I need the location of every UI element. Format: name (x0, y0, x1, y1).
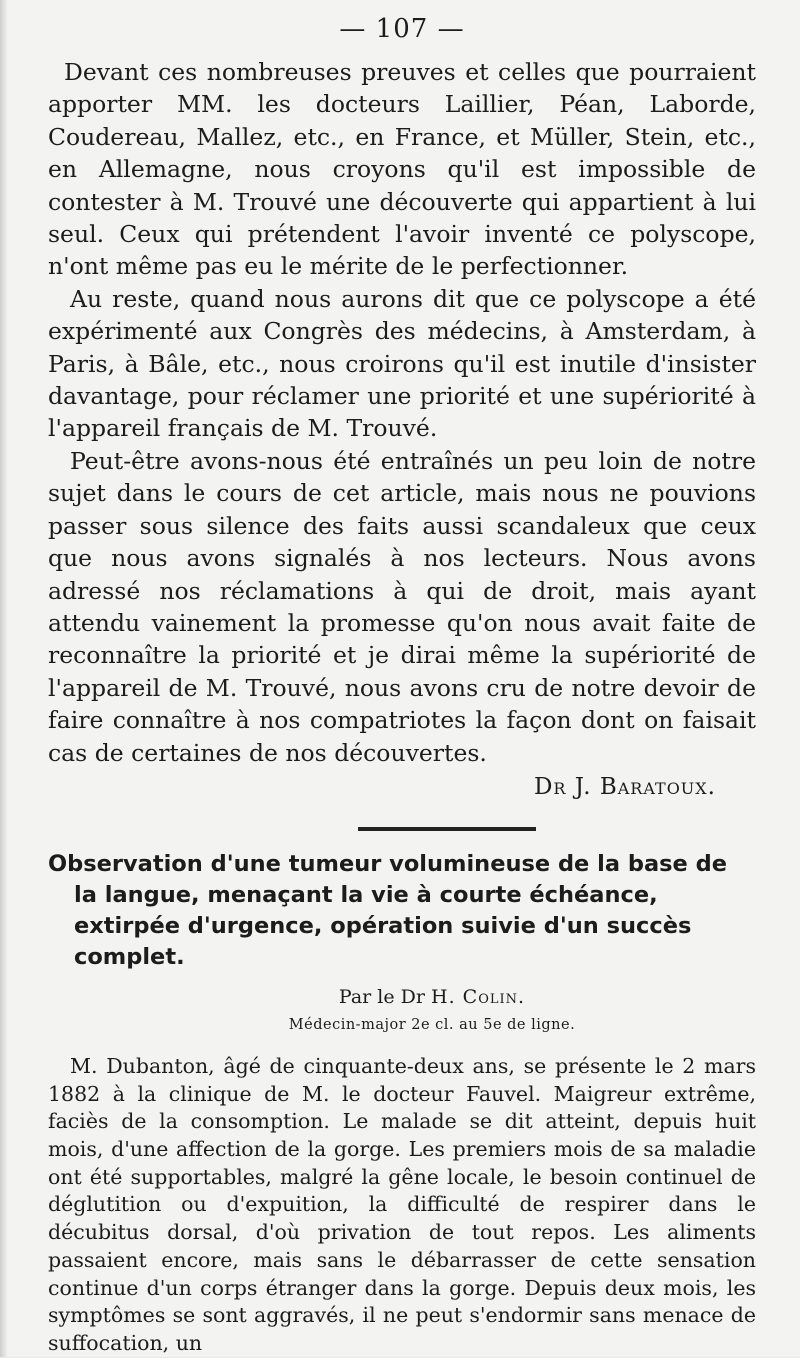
byline-prefix: Par le Dr (338, 985, 425, 1008)
article-body: M. Dubanton, âgé de cinquante-deux ans, se présente le 2 mars 1882 à la clinique de M. le docteur Fauvel. Maigreur extrême, faciès de la consomption. Le malade se dit atteint, depuis huit mois, d'une affection de la gorge. Les premiers mois de sa maladie ont été supportables, malgré la gêne locale, le besoin continuel de déglutition ou d'expuition, la difficulté de respirer dans le décubitus dorsal, d'où privation de tout repos. Les aliments passaient encore, mais sans le débarrasser de cette sensation continue d'un corps étranger dans la gorge. Depuis deux mois, les symptômes se sont aggravés, il ne peut s'endormir sans menace de suffocation, un (48, 1053, 756, 1355)
paragraph-1: Devant ces nombreuses preuves et celles que pourraient apporter MM. les docteurs Laillier, Péan, Laborde, Coudereau, Mallez, etc., en France, et Müller, Stein, etc., en Allemagne, nous croyons qu'il est impossible de contester à M. Trouvé une découverte qui appartient à lui seul. Ceux qui prétendent l'avoir inventé ce polyscope, n'ont même pas eu le mérite de le perfectionner. (48, 58, 756, 281)
paragraph-3: Peut-être avons-nous été entraînés un peu loin de notre sujet dans le cours de cet article, mais nous ne pouvions passer sous silence des faits aussi scandaleux que ceux que nous avons signalés à nos lecteurs. Nous avons adressé nos réclamations à qui de droit, mais ayant attendu vainement la promesse qu'on nous avait faite de reconnaître la priorité et je dirai même la supériorité de l'appareil de M. Trouvé, nous avons cru de notre devoir de faire connaître à nos compatriotes la façon dont on faisait cas de certaines de nos découvertes. (48, 446, 756, 767)
article-title: Observation d'une tumeur volumineuse de la base de la langue, menaçant la vie à courte échéance, extirpée d'urgence, opération suivie d'un succès complet. (48, 850, 728, 970)
byline-author: H. Colin. (431, 985, 526, 1008)
author-affiliation: Médecin-major 2e cl. au 5e de ligne. (288, 1016, 576, 1033)
section-divider (358, 827, 536, 831)
author-signature: Dr J. Baratoux. (533, 773, 716, 800)
page-edge-shadow (0, 0, 8, 1357)
paragraph-2: Au reste, quand nous aurons dit que ce polyscope a été expérimenté aux Congrès des médecins, à Amsterdam, à Paris, à Bâle, etc., nous croirons qu'il est inutile d'insister davantage, pour réclamer une priorité et une supériorité à l'appareil français de M. Trouvé. (48, 284, 756, 443)
article-byline (108, 983, 756, 1011)
page-number: — 107 — (339, 14, 465, 44)
